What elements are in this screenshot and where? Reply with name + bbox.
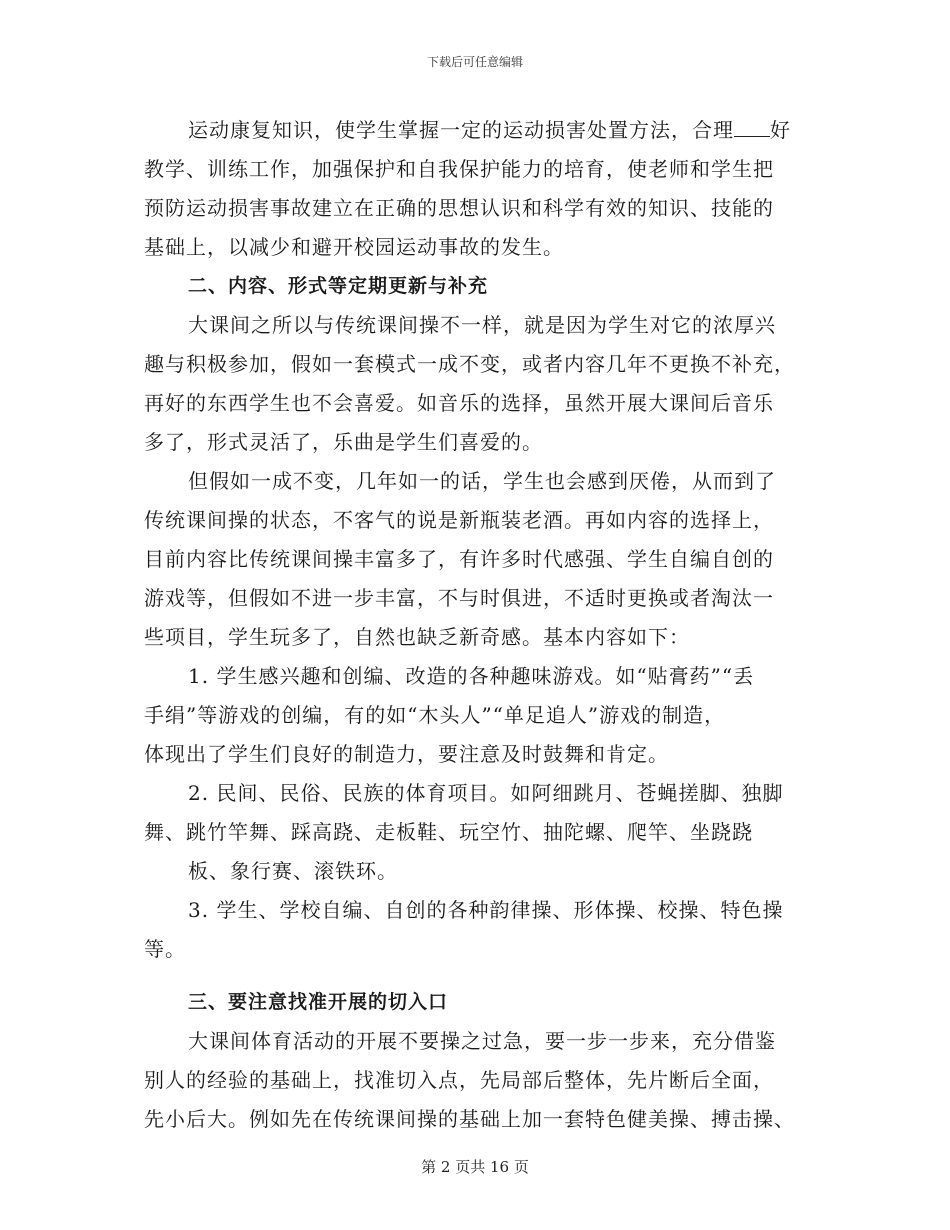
body-line: 手绢”等游戏的创编，有的如“木头人”“单足追人”游戏的制造，: [144, 703, 726, 727]
body-line: 再好的东西学生也不会喜爱。如音乐的选择，虽然开展大课间后音乐: [144, 391, 774, 415]
list-item: 2. 民间、民俗、民族的体育项目。如阿细跳月、苍蝇搓脚、独脚: [188, 781, 784, 805]
list-item: 3. 学生、学校自编、自创的各种韵律操、形体操、校操、特色操: [188, 898, 784, 922]
document-body: [144, 111, 804, 1139]
body-line: 目前内容比传统课间操丰富多了，有许多时代感强、学生自编自创的: [144, 547, 774, 571]
page-footer: 第 2 页共 16 页: [421, 1158, 529, 1176]
body-line: 大课间之所以与传统课间操不一样，就是因为学生对它的浓厚兴: [188, 313, 776, 337]
body-line: 趣与积极参加，假如一套模式一成不变，或者内容几年不更换不补充，: [144, 352, 795, 376]
body-line: 先小后大。例如先在传统课间操的基础上加一套特色健美操、搏击操、: [144, 1107, 795, 1131]
body-line: 预防运动损害事故建立在正确的思想认识和科学有效的知识、技能的: [144, 196, 774, 220]
page-header: 下载后可任意编辑: [426, 55, 523, 69]
body-line: 大课间体育活动的开展不要操之过急，要一步一步来，充分借鉴: [188, 1029, 776, 1053]
body-line: 基础上，以减少和避开校园运动事故的发生。: [144, 235, 564, 259]
body-line: 运动康复知识，使学生掌握一定的运动损害处置方法，合理 好: [144, 111, 804, 150]
list-item: 1. 学生感兴趣和创编、改造的各种趣味游戏。如“贴膏药”“丢: [188, 664, 755, 688]
body-line: 但假如一成不变，几年如一的话，学生也会感到厌倦，从而到了: [188, 469, 776, 493]
body-line: 板、象行赛、滚铁环。: [188, 859, 398, 883]
fill-blank: [734, 114, 770, 137]
body-line: 舞、跳竹竿舞、踩高跷、走板鞋、玩空竹、抽陀螺、爬竿、坐跷跷: [144, 820, 753, 844]
section-heading: 二、内容、形式等定期更新与补充: [188, 275, 489, 297]
body-line: 等。: [144, 937, 186, 961]
body-line: 别人的经验的基础上，找准切入点，先局部后整体，先片断后全面，: [144, 1068, 774, 1092]
body-line: 体现出了学生们良好的制造力，要注意及时鼓舞和肯定。: [144, 742, 669, 766]
body-line: 些项目，学生玩多了，自然也缺乏新奇感。基本内容如下：: [144, 625, 690, 649]
body-line: 教学、训练工作，加强保护和自我保护能力的培育，使老师和学生把: [144, 157, 774, 181]
section-heading: 三、要注意找准开展的切入口: [188, 991, 449, 1013]
body-line: 传统课间操的状态，不客气的说是新瓶装老酒。再如内容的选择上，: [144, 508, 774, 532]
body-line: 多了，形式灵活了，乐曲是学生们喜爱的。: [144, 430, 543, 454]
body-line: 游戏等，但假如不进一步丰富，不与时俱进，不适时更换或者淘汰一: [144, 586, 774, 610]
